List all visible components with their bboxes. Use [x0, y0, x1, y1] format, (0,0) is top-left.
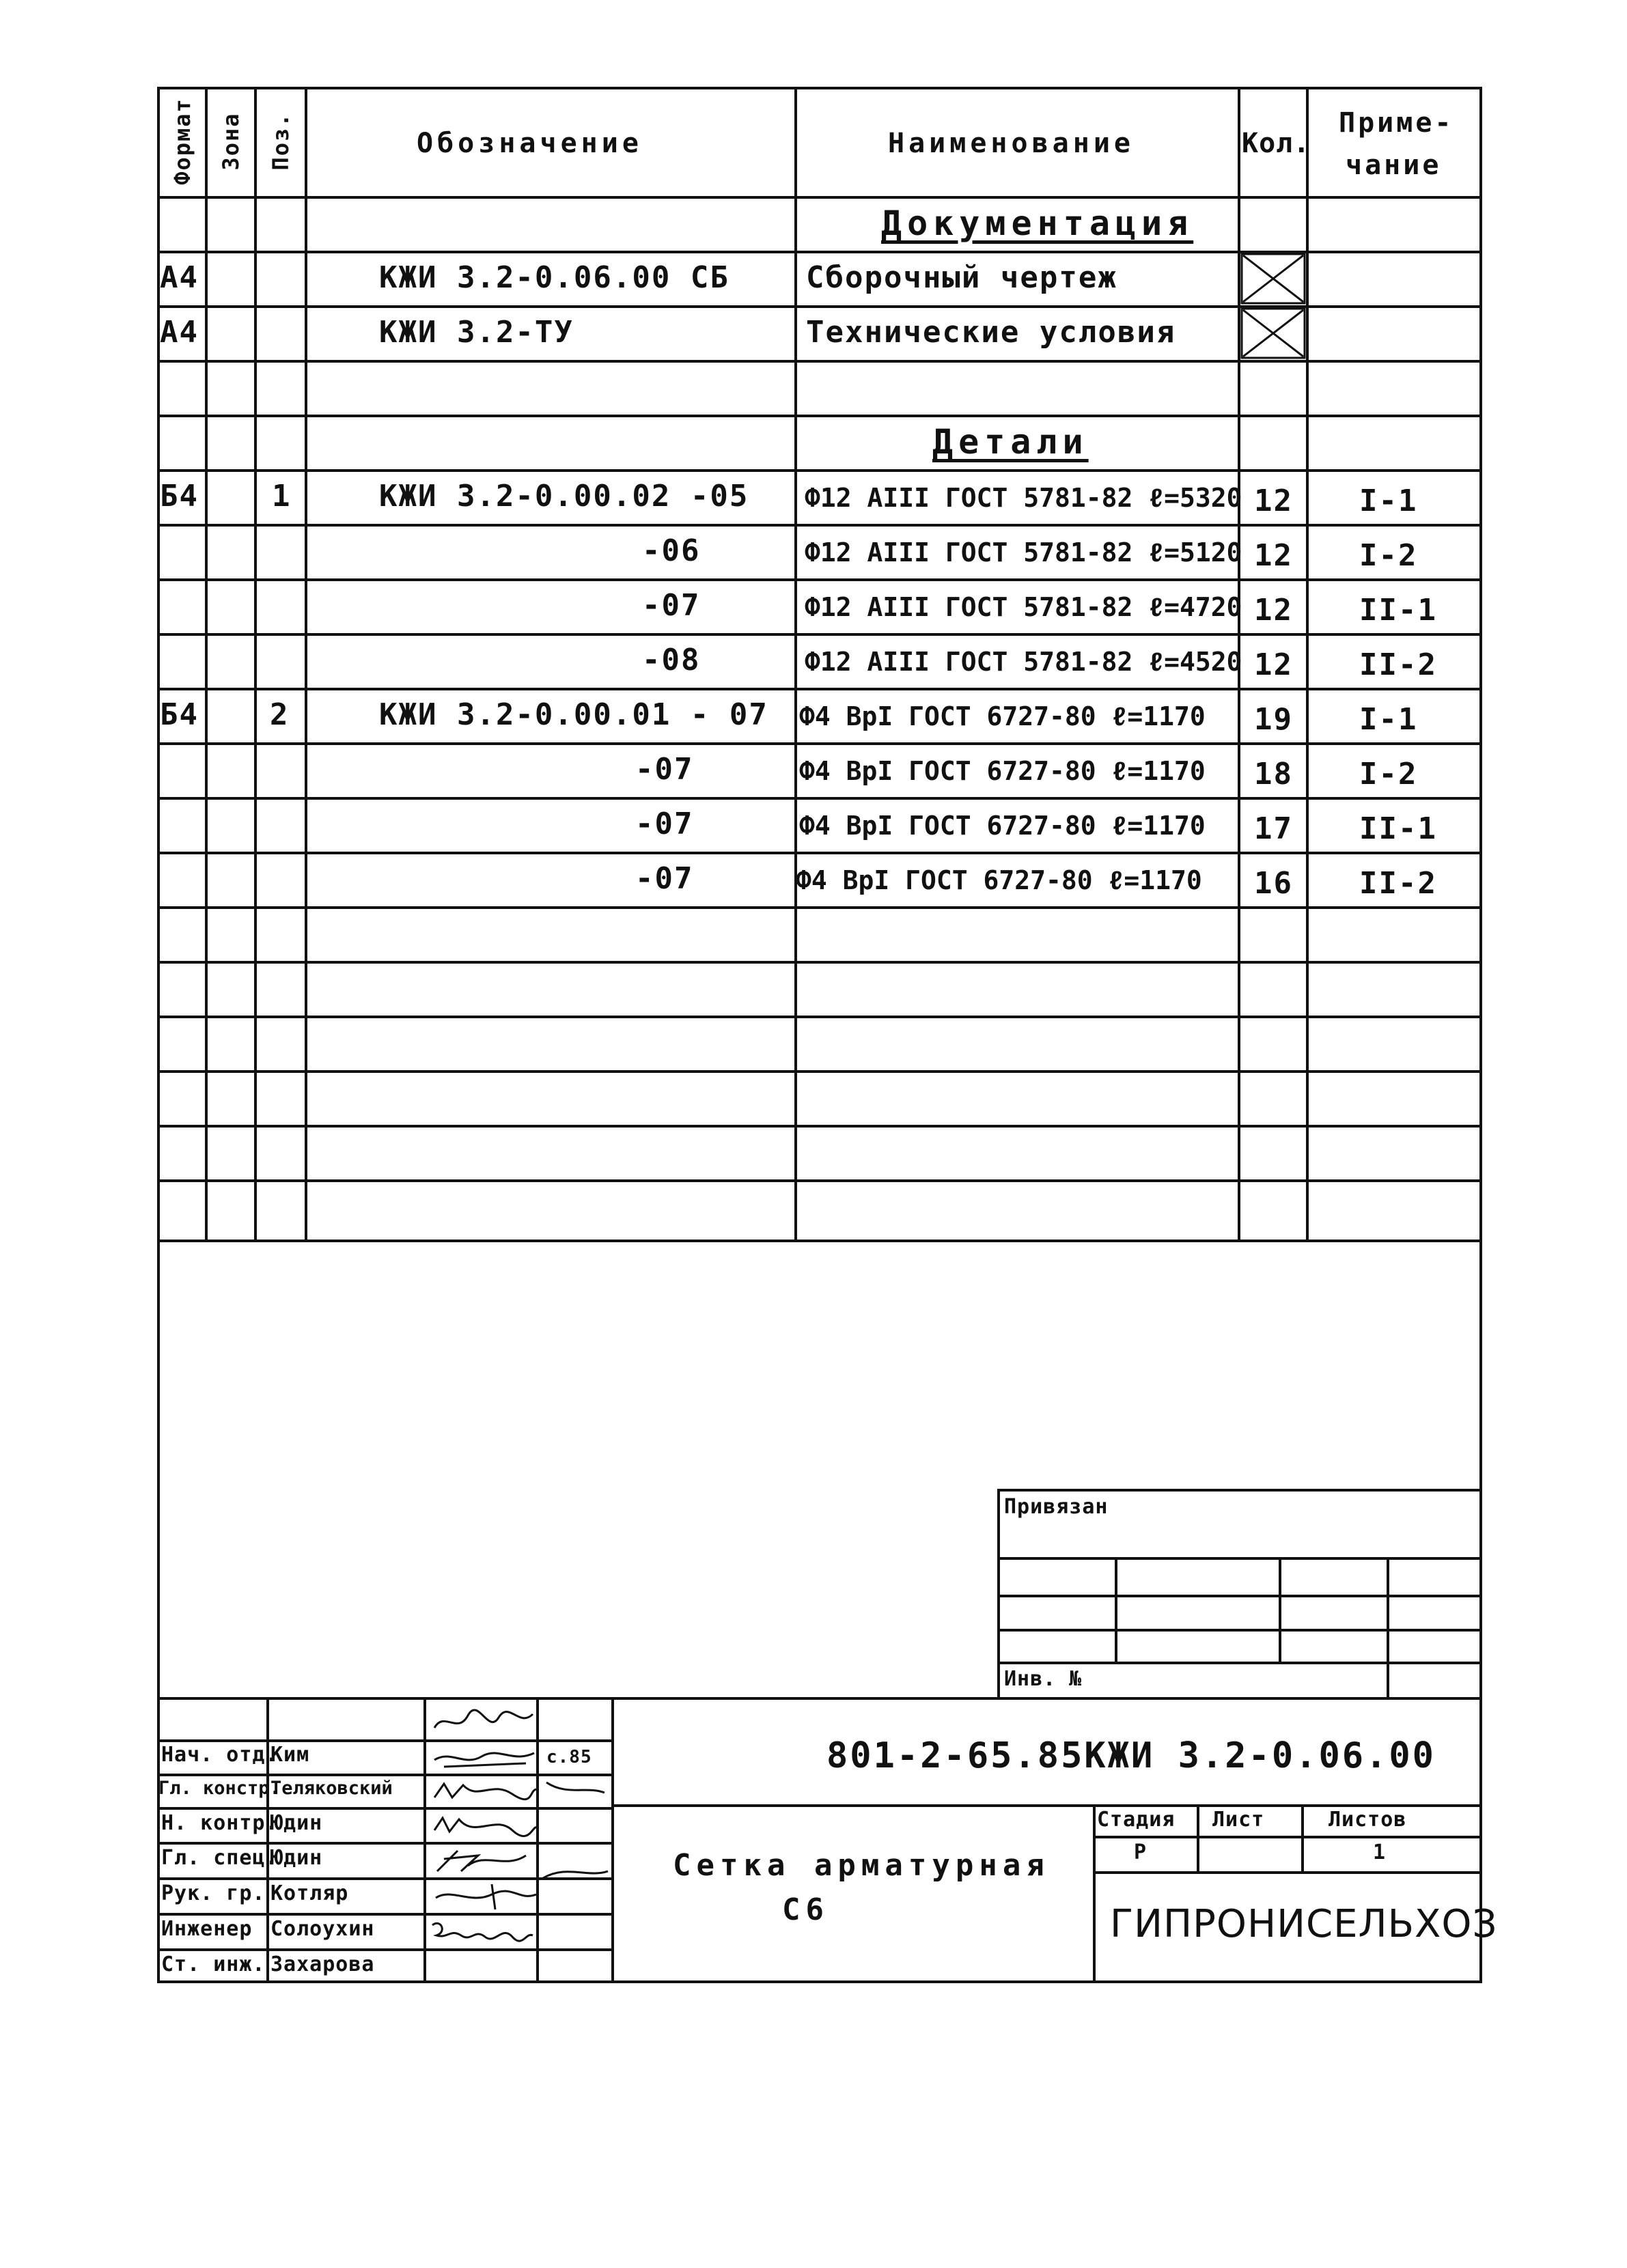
part-5-pos: 2	[270, 697, 290, 732]
doc-2-format: А4	[160, 315, 199, 350]
part-4-designation: -08	[642, 643, 701, 677]
part-5-name: Ф4 ВрI ГОСТ 6727-80 ℓ=1170	[799, 701, 1206, 731]
signature-extra-stroke	[540, 1776, 611, 1912]
sheet-label: Лист	[1212, 1808, 1265, 1832]
staff-2-role: Гл. констр.	[158, 1778, 281, 1799]
binding-box-line	[997, 1629, 1479, 1632]
part-7-designation: -07	[635, 807, 694, 841]
row-line	[157, 1016, 1482, 1018]
row-line	[157, 1125, 1482, 1128]
row-line	[157, 906, 1482, 909]
doc-2-name: Технические условия	[806, 315, 1176, 350]
part-1-qty: 12	[1254, 484, 1293, 518]
row-line	[157, 742, 1482, 745]
date-note: с.85	[546, 1747, 592, 1767]
header-zone: Зона	[218, 112, 244, 171]
staff-column-divider	[611, 1697, 614, 1980]
part-4-name: Ф12 АIII ГОСТ 5781-82 ℓ=4520	[805, 647, 1242, 677]
staff-4-role: Гл. спец.	[161, 1846, 279, 1870]
row-line	[157, 524, 1482, 527]
binding-box-line	[997, 1557, 1479, 1560]
part-6-name: Ф4 ВрI ГОСТ 6727-80 ℓ=1170	[799, 756, 1206, 786]
row-line	[157, 797, 1482, 800]
signature-3	[430, 1777, 540, 1808]
header-note-line2: чание	[1346, 150, 1442, 181]
part-7-name: Ф4 ВрI ГОСТ 6727-80 ℓ=1170	[799, 811, 1206, 841]
title-block-bottom	[157, 1980, 1482, 1983]
stage-column-divider	[1197, 1804, 1199, 1871]
part-6-note: I-2	[1359, 757, 1418, 792]
title-block-top	[157, 1697, 1482, 1700]
stage-row-line	[1093, 1871, 1482, 1874]
part-8-name: Ф4 ВрI ГОСТ 6727-80 ℓ=1170	[796, 865, 1202, 895]
signature-2	[430, 1743, 540, 1774]
document-code: 801-2-65.85КЖИ 3.2-0.06.00	[826, 1735, 1436, 1776]
row-line	[157, 633, 1482, 636]
part-3-designation: -07	[642, 588, 701, 623]
signature-1	[430, 1707, 540, 1738]
part-3-note: II-1	[1359, 593, 1437, 628]
part-8-designation: -07	[635, 861, 694, 896]
stage-label: Стадия	[1097, 1808, 1176, 1832]
part-1-designation: КЖИ 3.2-0.00.02 -05	[379, 479, 749, 514]
doc-1-name: Сборочный чертеж	[806, 260, 1117, 295]
part-7-note: II-1	[1359, 811, 1437, 846]
row-line	[157, 961, 1482, 964]
stage-row-line	[1093, 1836, 1482, 1838]
part-2-qty: 12	[1254, 538, 1293, 573]
part-5-designation: КЖИ 3.2-0.00.01 - 07	[379, 697, 768, 732]
stage-column-divider	[1301, 1804, 1304, 1871]
binding-box-left	[997, 1489, 1000, 1697]
stage-value: Р	[1134, 1840, 1148, 1864]
binding-box-line	[997, 1662, 1479, 1664]
part-3-name: Ф12 АIII ГОСТ 5781-82 ℓ=4720	[805, 592, 1242, 622]
doc-1-format: А4	[160, 260, 199, 295]
organization-name: ГИПРОНИСЕЛЬХОЗ	[1110, 1902, 1498, 1946]
row-line	[157, 578, 1482, 581]
doc-1-qty-cross	[1240, 253, 1306, 305]
column-divider	[254, 87, 257, 1241]
table-bottom-border	[157, 1240, 1482, 1242]
staff-column-divider	[266, 1697, 269, 1980]
staff-column-divider	[423, 1697, 426, 1980]
binding-box-divider	[1279, 1557, 1281, 1662]
staff-1-name: Ким	[270, 1743, 310, 1767]
part-1-pos: 1	[272, 479, 292, 514]
staff-5-role: Рук. гр.	[161, 1881, 266, 1905]
staff-row-line	[157, 1948, 611, 1951]
part-8-note: II-2	[1359, 866, 1437, 901]
part-4-note: II-2	[1359, 647, 1437, 682]
staff-3-name: Юдин	[270, 1811, 323, 1835]
signature-5	[430, 1845, 540, 1876]
part-4-qty: 12	[1254, 647, 1293, 682]
part-1-note: I-1	[1359, 484, 1418, 518]
column-divider	[305, 87, 307, 1241]
section-parts-heading: Детали	[932, 422, 1089, 462]
staff-7-name: Захарова	[270, 1952, 375, 1976]
column-divider	[794, 87, 797, 1241]
signature-6	[430, 1881, 540, 1912]
header-format: Формат	[169, 98, 195, 185]
staff-3-role: Н. контр.	[161, 1811, 279, 1835]
doc-2-designation: КЖИ 3.2-ТУ	[379, 315, 574, 350]
binding-box-line	[997, 1595, 1479, 1597]
staff-5-name: Котляр	[270, 1881, 349, 1905]
part-6-designation: -07	[635, 752, 694, 787]
row-line	[157, 415, 1482, 417]
header-note-line1: Приме-	[1339, 107, 1454, 139]
document-title-line2: С6	[782, 1892, 829, 1927]
part-1-format: Б4	[160, 479, 199, 514]
doc-1-designation: КЖИ 3.2-0.06.00 СБ	[379, 260, 729, 295]
part-2-designation: -06	[642, 533, 701, 568]
column-divider	[1306, 87, 1309, 1241]
header-designation: Обозначение	[417, 128, 643, 159]
part-8-qty: 16	[1254, 866, 1293, 901]
inventory-number-label: Инв. №	[1004, 1667, 1083, 1691]
title-stage-divider	[1093, 1804, 1096, 1980]
part-3-qty: 12	[1254, 593, 1293, 628]
signature-4	[430, 1811, 540, 1842]
header-bottom-border	[157, 196, 1482, 199]
staff-row-line	[157, 1739, 611, 1742]
staff-6-role: Инженер	[161, 1917, 253, 1941]
row-line	[157, 1179, 1482, 1182]
part-7-qty: 17	[1254, 811, 1293, 846]
binding-box-top	[997, 1489, 1479, 1492]
header-quantity: Кол.	[1242, 128, 1311, 159]
row-line	[157, 852, 1482, 854]
sheets-label: Листов	[1329, 1808, 1407, 1832]
staff-7-role: Ст. инж.	[161, 1952, 266, 1976]
binding-box-divider	[1387, 1557, 1389, 1697]
code-row-bottom	[611, 1804, 1482, 1807]
part-5-note: I-1	[1359, 702, 1418, 737]
section-documentation-heading: Документация	[881, 204, 1194, 243]
row-line	[157, 1070, 1482, 1073]
header-position: Поз.	[268, 112, 294, 171]
part-5-format: Б4	[160, 697, 199, 732]
part-6-qty: 18	[1254, 757, 1293, 792]
row-line	[157, 688, 1482, 690]
signature-7	[427, 1915, 536, 1946]
sheets-value: 1	[1373, 1840, 1387, 1864]
row-line	[157, 469, 1482, 472]
document-title-line1: Сетка арматурная	[673, 1848, 1050, 1883]
table-top-border	[157, 87, 1482, 89]
part-1-name: Ф12 АIII ГОСТ 5781-82 ℓ=5320	[805, 483, 1242, 513]
binding-box-divider	[1115, 1557, 1117, 1662]
part-2-name: Ф12 АIII ГОСТ 5781-82 ℓ=5120	[805, 537, 1242, 568]
part-5-qty: 19	[1254, 702, 1293, 737]
column-divider	[205, 87, 208, 1241]
staff-2-name: Теляковский	[270, 1778, 393, 1799]
staff-4-name: Юдин	[270, 1846, 323, 1870]
header-name: Наименование	[888, 128, 1135, 159]
staff-row-line	[157, 1913, 611, 1916]
part-2-note: I-2	[1359, 538, 1418, 573]
staff-1-role: Нач. отд.	[161, 1743, 279, 1767]
doc-2-qty-cross	[1240, 307, 1306, 359]
staff-6-name: Солоухин	[270, 1917, 375, 1941]
row-line	[157, 360, 1482, 363]
binding-label: Привязан	[1004, 1495, 1109, 1519]
